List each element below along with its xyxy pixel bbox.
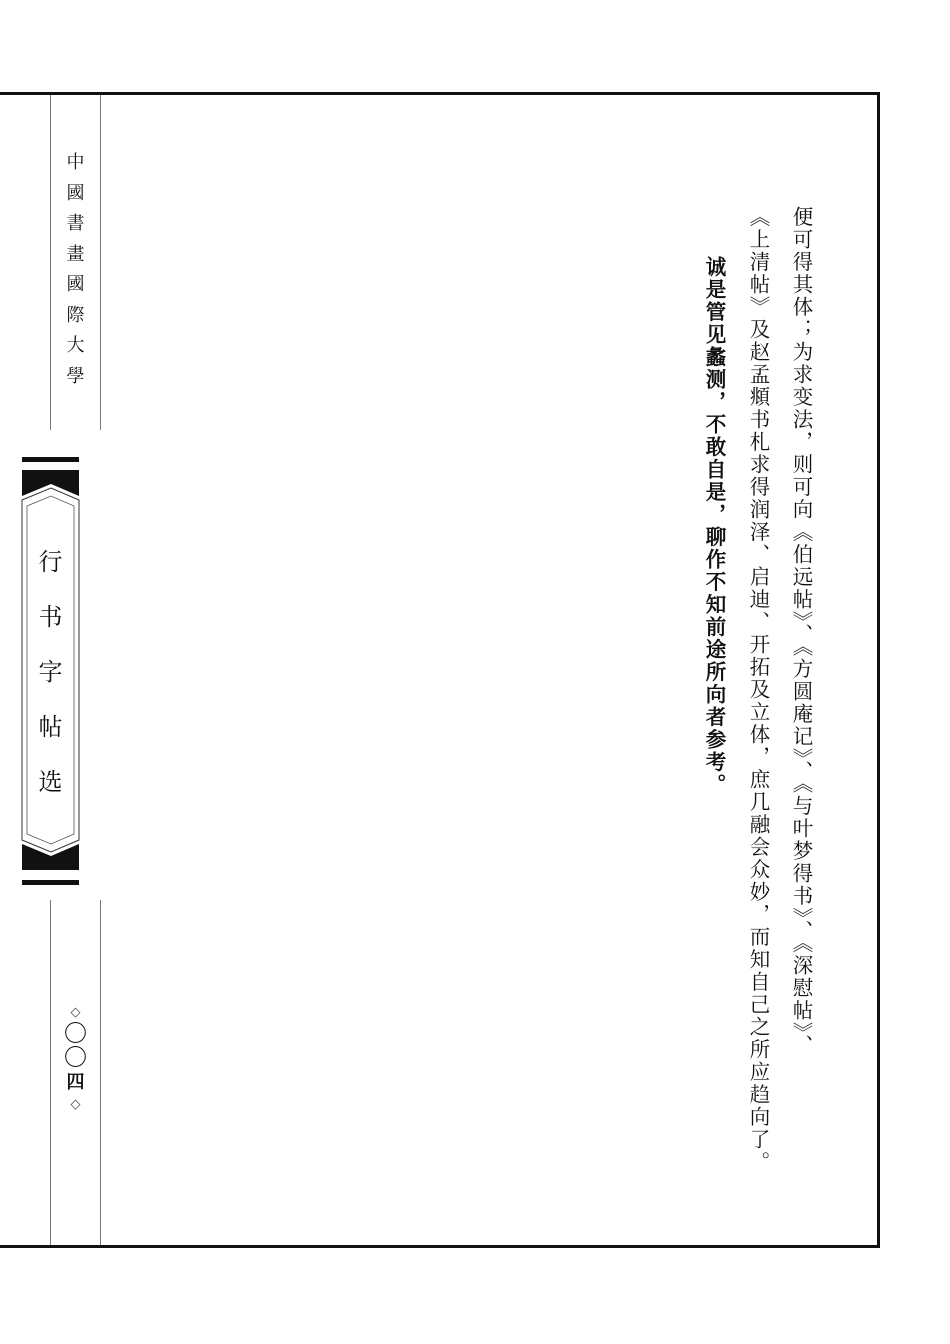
cartouche-bottom-rule bbox=[22, 880, 79, 885]
university-char: 大 bbox=[66, 335, 85, 356]
university-name bbox=[50, 148, 101, 392]
text-column: 便可得其体；为求变法，则可向《伯远帖》、《方圆庵记》、《与叶梦得书》、《深慰帖》、 bbox=[789, 206, 813, 1057]
university-char: 畫 bbox=[66, 243, 85, 265]
page-digit: 〇 bbox=[64, 1045, 87, 1071]
page-number bbox=[55, 1004, 96, 1114]
university-char: 國 bbox=[66, 182, 85, 204]
university-char: 際 bbox=[66, 304, 85, 326]
title-char: 行 bbox=[38, 548, 63, 576]
university-char: 學 bbox=[66, 365, 85, 387]
body-text bbox=[680, 206, 820, 1174]
title-char: 帖 bbox=[38, 713, 63, 741]
page-digit: 〇 bbox=[64, 1021, 87, 1047]
text-column: 《上清帖》及赵孟頫书札求得润泽、启迪、开拓及立体，庶几融会众妙，而知自己之所应趋向了。 bbox=[746, 206, 770, 1174]
university-char: 國 bbox=[66, 274, 85, 295]
title-char: 书 bbox=[38, 603, 63, 631]
diamond-icon: ◇ bbox=[70, 1005, 81, 1020]
book-title bbox=[25, 535, 76, 810]
cartouche-top-rule bbox=[22, 457, 79, 462]
text-column: 诚是管见蠡测，不敢自是，聊作不知前途所向者参考。 bbox=[702, 256, 726, 796]
title-char: 选 bbox=[38, 768, 63, 796]
page-digit: 四 bbox=[66, 1072, 85, 1093]
university-char: 中 bbox=[66, 152, 85, 173]
university-char: 書 bbox=[66, 213, 85, 234]
title-char: 字 bbox=[38, 658, 63, 686]
diamond-icon: ◇ bbox=[70, 1097, 81, 1112]
